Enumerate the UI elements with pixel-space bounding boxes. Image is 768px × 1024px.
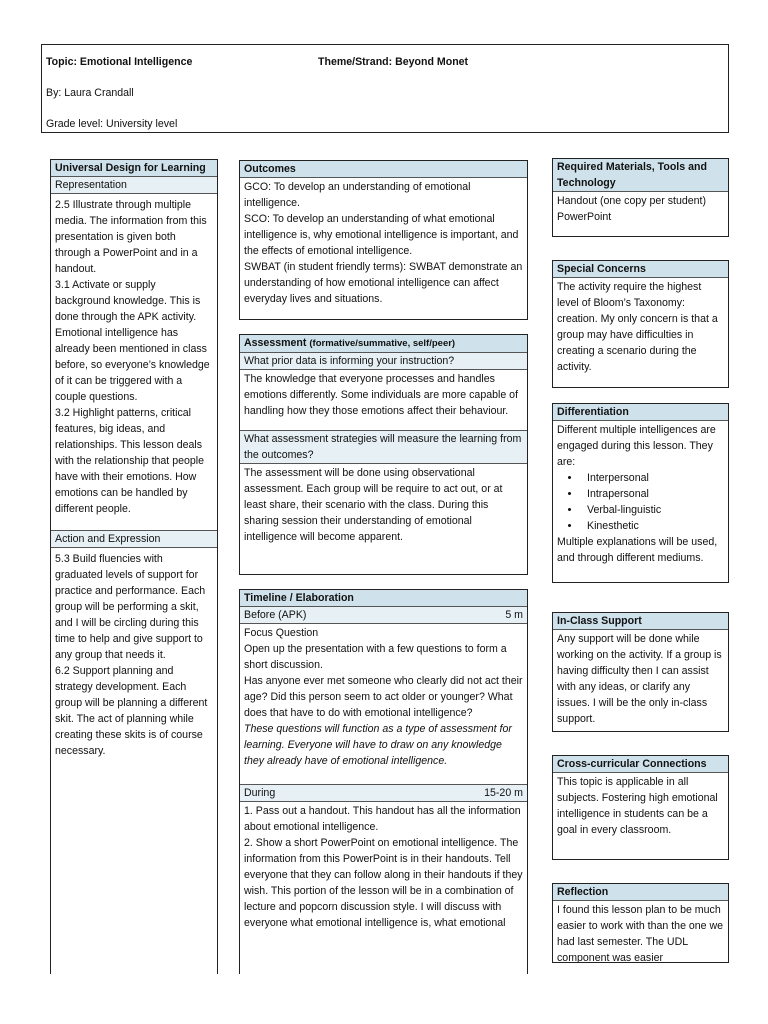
differentiation-section xyxy=(552,403,729,583)
support-text: Any support will be done while working on the activity. If a group is having difficulty then I can assist with any ideas, or clarify any issues. I will be the only in-class support. xyxy=(557,633,722,725)
intelligence-list xyxy=(557,470,724,534)
assessment-title: Assessment xyxy=(244,337,307,349)
during-p2: 2. Show a short PowerPoint on emotional intelligence. The information from this PowerPoint is in their handouts. Tell everyone that they can follow along in their handouts if they wish. This portion of the lesson will be in a combination of lecture and popcorn discussion style. I will discuss with everyone what emotional intelligence is, what emotional xyxy=(244,837,523,929)
assessment-note: (formative/summative, self/peer) xyxy=(309,338,456,349)
before-p2: Has anyone ever met someone who clearly did not act their age? Did this person seem to act older or younger? What does that have to do with emotional intelligence? xyxy=(244,675,523,719)
list-item: • Kinesthetic xyxy=(581,518,724,534)
before-label: Before (APK) xyxy=(244,609,307,621)
during-row xyxy=(240,785,527,802)
swbat: SWBAT (in student friendly terms): SWBAT demonstrate an understanding of how emotional intelligence can affect everyday lives and situations. xyxy=(244,261,523,305)
crosscurr-text: This topic is applicable in all subjects. Fostering high emotional intelligence in students can be a goal in every classroom. xyxy=(557,776,718,836)
before-note: These questions will function as a type of assessment for learning. Everyone will have to draw on any knowledge they already have of emotional intelligence. xyxy=(244,723,512,767)
list-item: • Interpersonal xyxy=(581,470,724,486)
gco: GCO: To develop an understanding of emotional intelligence. xyxy=(244,181,471,209)
action-label: Action and Expression xyxy=(51,531,217,548)
during-p1: 1. Pass out a handout. This handout has all the information about emotional intelligence. xyxy=(244,805,521,833)
list-item: • Intrapersonal xyxy=(581,486,724,502)
crosscurr-section xyxy=(552,755,729,860)
assessment-header xyxy=(240,335,527,353)
material-item: PowerPoint xyxy=(557,211,612,223)
concerns-section xyxy=(552,260,729,388)
representation-label: Representation xyxy=(51,177,217,194)
udl-action-2: 6.2 Support planning and strategy development. Each group will be planning a different skit. The act of planning while creating these skits is of course necessary. xyxy=(55,665,208,757)
before-time: 5 m xyxy=(505,609,523,621)
reflection-title: Reflection xyxy=(553,884,728,901)
support-title: In-Class Support xyxy=(553,613,728,630)
materials-section xyxy=(552,158,729,237)
differentiation-outro: Multiple explanations will be used, and through different mediums. xyxy=(557,536,718,564)
assessment-section xyxy=(239,334,528,575)
before-row xyxy=(240,607,527,624)
grade-level: Grade level: University level xyxy=(46,118,178,130)
theme: Theme/Strand: Beyond Monet xyxy=(318,56,469,68)
reflection-section xyxy=(552,883,729,963)
crosscurr-title: Cross-curricular Connections xyxy=(553,756,728,773)
concerns-title: Special Concerns xyxy=(553,261,728,278)
lesson-header xyxy=(41,44,729,133)
author: By: Laura Crandall xyxy=(46,87,134,99)
focus-question: Focus Question xyxy=(244,627,319,639)
assessment-a2: The assessment will be done using observational assessment. Each group will be require to act out, or at least share, their scenario with the class. During this sharing session their understanding of emotional intelligence will become apparent. xyxy=(244,467,503,543)
assessment-q1: What prior data is informing your instruction? xyxy=(240,353,527,370)
udl-action-1: 5.3 Build fluencies with graduated levels of support for practice and performance. Each group will be performing a skit, and I will be circling during this time to help and give support to any group that needs it. xyxy=(55,553,206,661)
topic: Topic: Emotional Intelligence xyxy=(46,56,193,68)
reflection-text: I found this lesson plan to be much easier to work with than the one we had last semester. The UDL component was easier xyxy=(557,904,724,963)
support-section xyxy=(552,612,729,732)
udl-section xyxy=(50,159,218,974)
differentiation-intro: Different multiple intelligences are engaged during this lesson. They are: xyxy=(557,424,716,468)
assessment-q2: What assessment strategies will measure the learning from the outcomes? xyxy=(240,430,527,464)
udl-rep-1: 2.5 Illustrate through multiple media. The information from this presentation is given both through a PowerPoint and in a handout. xyxy=(55,199,207,275)
differentiation-title: Differentiation xyxy=(553,404,728,421)
timeline-section xyxy=(239,589,528,974)
udl-rep-3: 3.2 Highlight patterns, critical features, big ideas, and relationships. This lesson deals with the relationship that people have with their emotions. How emotions can be handled by different people. xyxy=(55,407,205,515)
materials-title: Required Materials, Tools and Technology xyxy=(553,159,728,192)
during-time: 15-20 m xyxy=(484,787,523,799)
udl-title: Universal Design for Learning xyxy=(51,160,217,177)
concerns-text: The activity require the highest level of Bloom’s Taxonomy: creation. My only concern is that a group may have difficulties in creating a scenario during the activity. xyxy=(557,281,718,373)
list-item: • Verbal-linguistic xyxy=(581,502,724,518)
udl-rep-2: 3.1 Activate or supply background knowledge. This is done through the APK activity. Emotional intelligence has already been mentioned in class before, so everyone’s knowledge of it can be triggered with a couple questions. xyxy=(55,279,210,403)
sco: SCO: To develop an understanding of what emotional intelligence is, why emotional intelligence is important, and the effects of emotional intelligence. xyxy=(244,213,519,257)
material-item: Handout (one copy per student) xyxy=(557,195,706,207)
before-p1: Open up the presentation with a few questions to form a short discussion. xyxy=(244,643,507,671)
outcomes-section xyxy=(239,160,528,320)
assessment-a1: The knowledge that everyone processes and handles emotions differently. Some individuals are more capable of handling how they those emotions affect their behaviour. xyxy=(244,373,519,417)
outcomes-title: Outcomes xyxy=(240,161,527,178)
timeline-title: Timeline / Elaboration xyxy=(240,590,527,607)
during-label: During xyxy=(244,787,276,799)
